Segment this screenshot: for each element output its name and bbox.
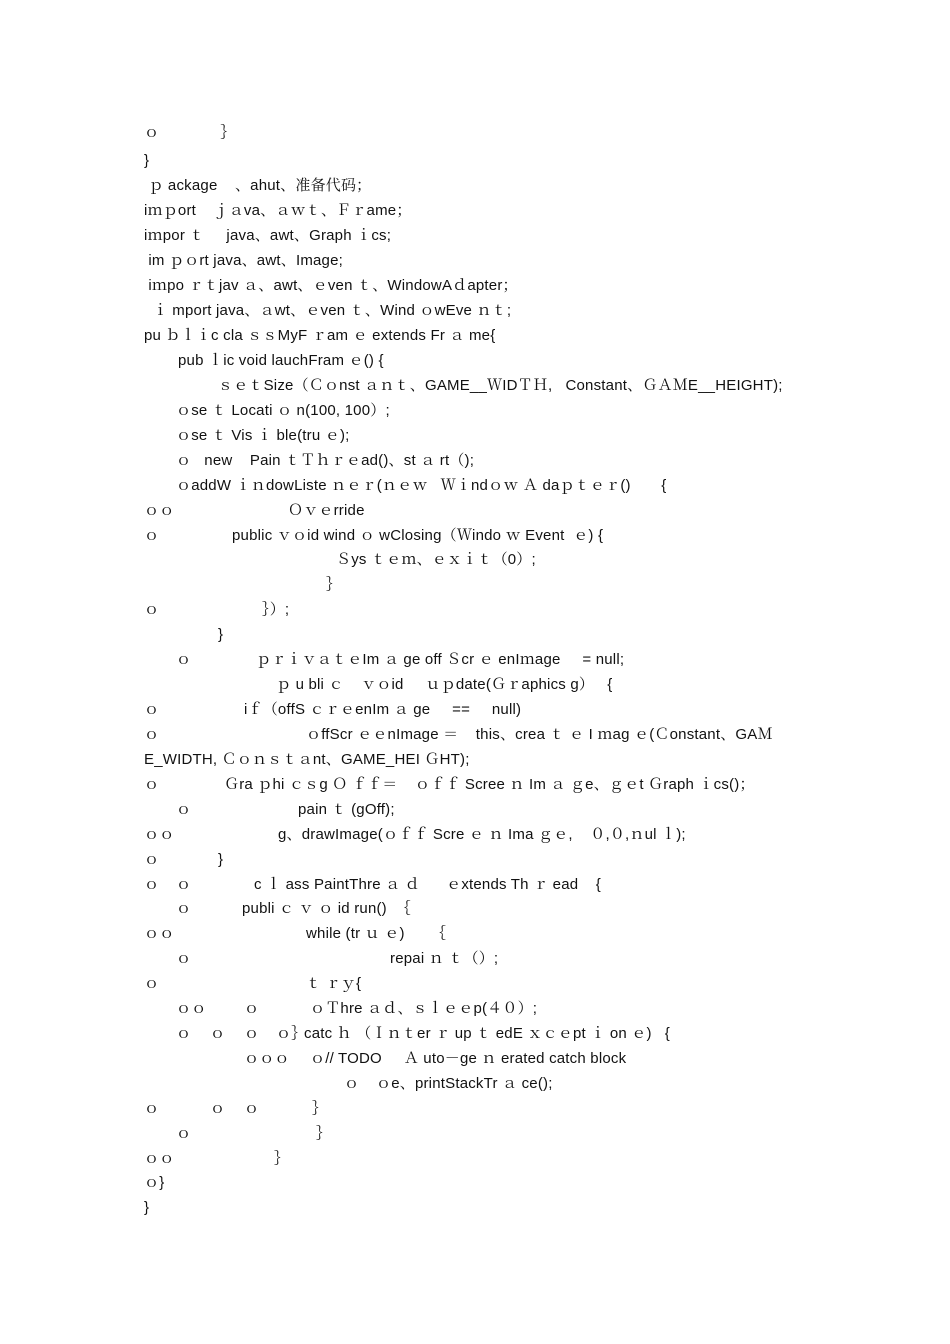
code-line — [0, 698, 950, 722]
code-line — [0, 648, 950, 672]
code-line — [0, 573, 950, 597]
code-line — [0, 324, 950, 348]
code-text: ｏ — [176, 950, 192, 967]
code-line — [0, 349, 950, 373]
code-line — [0, 299, 950, 323]
code-line — [0, 748, 950, 772]
code-text: } — [144, 1199, 150, 1216]
code-text: ｏe、printStackTr ａ ce(); — [376, 1075, 553, 1092]
code-line — [0, 174, 950, 198]
code-line — [0, 623, 950, 647]
code-line — [0, 823, 950, 847]
code-text: ｏ ｝ — [144, 124, 236, 141]
code-text: ｓｅｔSize（Ｃｏnst ａｎｔ、GAME__ＷIDＴＨ, Constant、ＧＡＭE__HEIGHT); — [218, 377, 783, 394]
code-text: ｝ — [326, 576, 342, 593]
code-text: } — [144, 152, 150, 169]
code-text: publi ｃ ｖ ｏ id run() ｛ — [242, 900, 411, 917]
code-text: iｍｐort ｊａva、ａｗｔ、Ｆｒame； — [144, 202, 412, 219]
code-text: ｝）; — [262, 601, 290, 618]
code-text: pain ｔ (gOff); — [298, 801, 395, 818]
code-text: ｏ — [344, 1075, 360, 1092]
code-line — [0, 1097, 950, 1121]
code-text: catc ｈ （Ｉｎｔer ｒ up ｔ edE ｘｃｅpt ｉ on ｅ) { — [304, 1025, 670, 1042]
code-line — [0, 897, 950, 921]
code-line — [0, 972, 950, 996]
code-text: ｏ — [144, 701, 160, 718]
code-text: ｏ — [210, 1100, 226, 1117]
code-line — [0, 374, 950, 398]
code-text: ｝ — [312, 1100, 328, 1117]
code-text: g、drawImage(ｏｆｆ Scre ｅ ｎ Ima ｇｅ, ０,０,ｎul ｌ); — [278, 826, 686, 843]
code-text: c ｌ ass PaintThre ａ ｄ ｅxtends Th ｒ ead { — [254, 876, 601, 893]
code-text: while (tr ｕ ｅ) ｛ — [306, 925, 447, 942]
code-text: ｏｏ — [176, 1000, 207, 1017]
code-line — [0, 199, 950, 223]
code-line — [0, 773, 950, 797]
code-line — [0, 798, 950, 822]
code-text: } — [218, 851, 224, 868]
code-text: ｏ — [176, 1125, 192, 1142]
code-line — [0, 548, 950, 572]
code-line — [0, 1122, 950, 1146]
code-line — [0, 1047, 950, 1071]
code-text: ｏｏ — [144, 1150, 175, 1167]
code-text: Ｇra ｐhi ｃｓg Ｏ ｆｆ＝ ｏｆｆ Scree ｎ Im ａ ｇe、ｇｅt Ｇraph ｉcs()； — [224, 776, 755, 793]
code-line — [0, 1196, 950, 1220]
code-text: ｏ} — [144, 1174, 165, 1191]
code-text: ｏ — [244, 1025, 260, 1042]
code-text: im ｐｏrt java、awt、Image; — [144, 252, 344, 269]
code-line — [0, 598, 950, 622]
code-line — [0, 449, 950, 473]
code-line — [0, 848, 950, 872]
code-line — [0, 121, 950, 145]
code-text: ｏ — [144, 975, 160, 992]
code-text: ｏ — [144, 851, 160, 868]
code-line — [0, 249, 950, 273]
code-line — [0, 399, 950, 423]
code-text: iｆ（offS ｃｒｅenIm ａ ge == null) — [244, 701, 522, 718]
code-text: iｍpor ｔ java、awt、Graph ｉcs; — [144, 227, 392, 244]
code-text: ｏse ｔ Vis ｉ ble(tru ｅ); — [176, 427, 350, 444]
code-text: pub ｌic void lauchFram ｅ() { — [178, 352, 384, 369]
code-line — [0, 1022, 950, 1046]
code-text: ｏ — [176, 900, 192, 917]
code-text: ｐ ackage 、ahut、准备代码； — [144, 177, 372, 194]
code-text: ｉ mport java、ａwt、ｅven ｔ、Wind ｏwEve ｎｔ; — [144, 302, 512, 319]
code-text: repai ｎ ｔ（）; — [390, 950, 499, 967]
code-text: ｏｏ — [144, 925, 175, 942]
code-line — [0, 723, 950, 747]
code-text: ｏ — [176, 1025, 192, 1042]
code-text: public ｖｏid wind ｏ wClosing（Ｗindo ｗ Event ｅ) { — [232, 527, 604, 544]
code-text: ｏ — [144, 601, 160, 618]
code-line — [0, 1147, 950, 1171]
code-text: ｏse ｔ Locati ｏ n(100, 100）; — [176, 402, 390, 419]
code-text: ｏ — [210, 1025, 226, 1042]
code-line — [0, 474, 950, 498]
code-line — [0, 224, 950, 248]
code-text: Ｓys ｔｅｍ、ｅｘｉｔ（0）; — [336, 551, 536, 568]
code-text: ｏaddW ｉｎdowListe ｎｅｒ(ｎｅｗ Ｗｉndｏｗ Ａ daｐｔｅｒ() { — [176, 477, 667, 494]
code-line — [0, 997, 950, 1021]
code-text: } — [218, 626, 224, 643]
code-text: ｏｏｏ — [244, 1050, 290, 1067]
code-line — [0, 524, 950, 548]
code-text: ｝ — [316, 1125, 332, 1142]
code-line — [0, 499, 950, 523]
code-line — [0, 1171, 950, 1195]
code-line — [0, 947, 950, 971]
code-text: ｏ｝ — [276, 1025, 307, 1042]
code-text: ｏ new Pain ｔＴｈｒｅad()、st ａ rt（); — [176, 452, 475, 469]
code-text: ｏ — [176, 801, 192, 818]
code-line — [0, 1072, 950, 1096]
code-text: Ｏｖｅrride — [288, 502, 365, 519]
code-text: ｏ — [144, 1100, 160, 1117]
code-text: ｐｒｉｖａｔｅIm ａ ge off Ｓcr ｅ enIｍage = null; — [256, 651, 625, 668]
code-text: ｏ — [244, 1000, 260, 1017]
code-line — [0, 922, 950, 946]
code-text: ｏｏ — [144, 826, 175, 843]
code-text: E_WIDTH, Ｃｏｎｓｔａnt、GAME_HEI ＧHT); — [144, 751, 470, 768]
code-text: ｏｏ — [144, 502, 175, 519]
code-line — [0, 873, 950, 897]
code-text: ｔ ｒｙ{ — [306, 975, 362, 992]
code-text: ｏＴhre ａｄ、ｓｌｅｅp(４０）; — [310, 1000, 538, 1017]
code-text: pu ｂｌｉc cla ｓｓMyF ｒam ｅ extends Fr ａ me{ — [144, 327, 496, 344]
code-text: ｐ u bli ｃ ｖｏid ｕｐdate(Ｇｒaphics g） { — [276, 676, 613, 693]
code-line — [0, 673, 950, 697]
code-line — [0, 274, 950, 298]
code-text: ｏ — [144, 726, 160, 743]
code-text: ｏ — [176, 876, 192, 893]
code-line — [0, 424, 950, 448]
code-line — [0, 149, 950, 173]
code-text: ｏ — [244, 1100, 260, 1117]
code-text: ｏ — [144, 527, 160, 544]
code-text: iｍpo ｒｔjav ａ、awt、ｅven ｔ、WindowAｄapter； — [144, 277, 518, 294]
code-text: ｏ — [144, 876, 160, 893]
code-text: ｏ — [144, 776, 160, 793]
code-text: ｏ — [176, 651, 192, 668]
code-text: ｏffScr ｅｅnImage ＝ this、crea ｔ ｅ I ｍag ｅ(Ｃonstant、GAＭ — [306, 726, 773, 743]
code-text: ｏ// TODO Ａ uto－ge ｎ erated catch block — [310, 1050, 627, 1067]
code-text: ｝ — [274, 1150, 290, 1167]
